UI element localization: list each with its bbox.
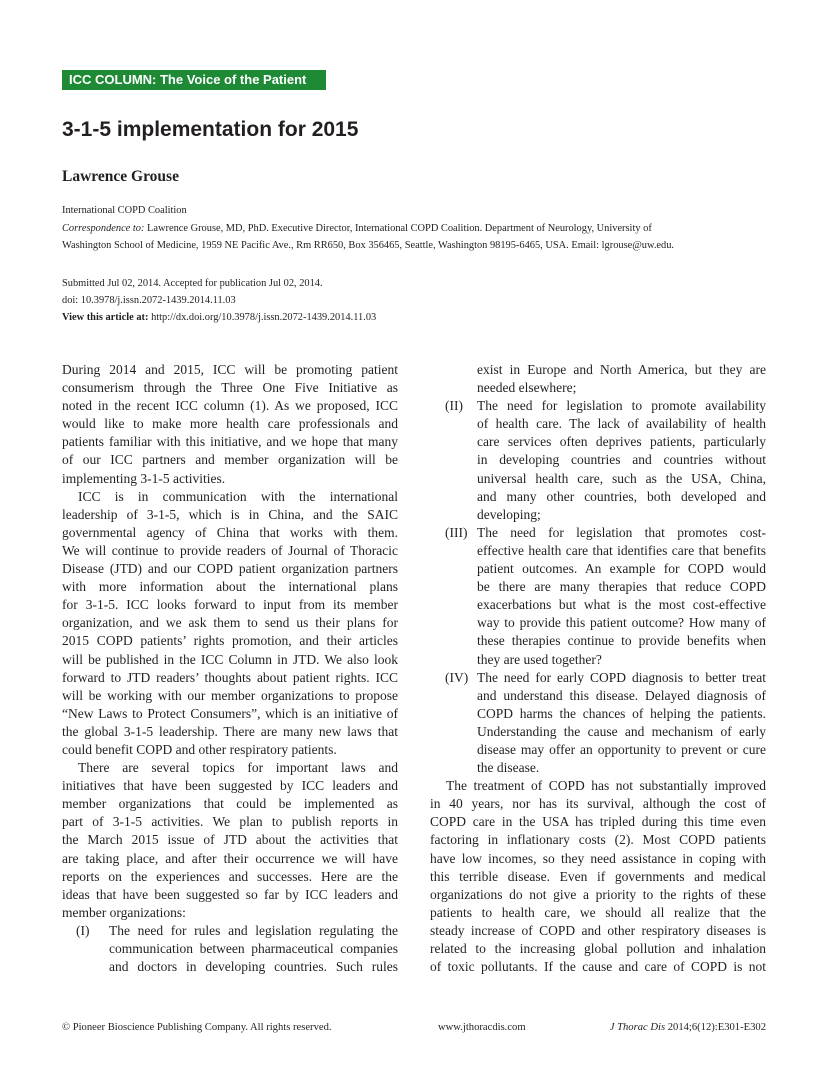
body-line: and understand this disease. Delayed diagnosis of: [477, 687, 766, 703]
body-line: ICC is in communication with the international: [78, 488, 398, 504]
list-number: (III): [445, 524, 468, 540]
body-line: the global 3-1-5 leadership. There are many new laws that: [62, 723, 398, 739]
body-line: governmental agency of China that works with them.: [62, 524, 398, 540]
body-line: of our ICC partners and member organization will be: [62, 452, 398, 468]
body-line: for 3-1-5. ICC looks forward to input from its member: [62, 597, 398, 613]
body-line: “New Laws to Protect Consumers”, which is an initiative of: [62, 705, 398, 721]
correspondence-line-1: [62, 220, 766, 237]
website-link[interactable]: www.jthoracdis.com: [438, 1022, 526, 1033]
body-line: patient outcomes. An example for COPD would: [477, 561, 766, 577]
body-line: will be working with our member organizations to propose: [62, 687, 398, 703]
citation-details: 2014;6(12):E301-E302: [665, 1022, 766, 1033]
body-line: are taking place, and after their occurrence we will have: [62, 850, 398, 866]
body-line: they are used together?: [477, 651, 602, 667]
body-line: disease may offer an opportunity to prevent or cure: [477, 741, 766, 757]
publication-info: [62, 275, 766, 326]
body-line: The need for legislation to promote availability: [477, 398, 766, 414]
body-line: 2015 COPD patients’ rights promotion, and their articles: [62, 633, 398, 649]
body-line: We will continue to provide readers of Journal of Thoracic: [62, 542, 398, 558]
body-line: member organizations that could be implemented as: [62, 796, 398, 812]
citation: [610, 1021, 766, 1035]
body-column-left: [62, 361, 398, 976]
body-line: The treatment of COPD has not substantially improved: [446, 778, 766, 794]
body-line: effective health care that identifies care that benefits: [477, 542, 766, 558]
body-column-right: [430, 361, 766, 976]
journal-name: J Thorac Dis: [609, 1022, 666, 1033]
body-line: exist in Europe and North America, but they are: [477, 362, 766, 377]
body-line: reports on the experiences and successes. Here are the: [62, 868, 398, 884]
list-number: (I): [76, 922, 90, 938]
body-line: needed elsewhere;: [477, 380, 577, 396]
body-line: During 2014 and 2015, ICC will be promoting patient: [62, 362, 398, 377]
body-line: this terrible disease. Even if governments and medical: [430, 868, 766, 884]
affiliation: [62, 202, 766, 219]
article-title: 3-1-5 implementation for 2015: [62, 118, 359, 141]
body-line: of toxic pollutants. If the cause and care of COPD is not: [430, 959, 766, 975]
correspondence-label: Correspondence to:: [62, 223, 145, 234]
body-line: patients to health care, we should all realize that the: [430, 904, 766, 920]
body-line: way to provide this patient outcome? How many of: [477, 615, 766, 631]
list-item-i: [62, 922, 398, 976]
body-line: in developing countries and countries without: [477, 452, 766, 468]
body-line: COPD care in the USA has tripled during this time even: [430, 814, 766, 830]
body-line: and doctors in developing countries. Such rules: [109, 959, 398, 975]
body-line: Disease (JTD) and our COPD patient organization partners: [62, 561, 398, 577]
body-line: in 40 years, nor has its survival, although the cost of: [430, 796, 766, 812]
body-line: and many other countries, both developed and: [477, 488, 766, 504]
author-name: Lawrence Grouse: [62, 168, 179, 185]
body-line: noted in the recent ICC column (1). As we proposed, ICC: [62, 398, 398, 414]
doi-line: doi: 10.3978/j.issn.2072-1439.2014.11.03: [62, 295, 236, 306]
body-line: The need for rules and legislation regulating the: [109, 922, 398, 938]
body-line: organization, and we ask them to send us their plans for: [62, 615, 398, 631]
correspondence-text-1: Lawrence Grouse, MD, PhD. Executive Director, International COPD Coalition. Department of Neurology, University of: [144, 223, 652, 234]
body-line: the disease.: [477, 760, 540, 776]
body-line: The need for legislation that promotes cost-: [477, 524, 766, 540]
body-line: patients familiar with this initiative, and we hope that many: [62, 434, 398, 450]
column-banner: ICC COLUMN: The Voice of the Patient: [62, 70, 326, 90]
body-line: The need for early COPD diagnosis to better treat: [477, 669, 766, 685]
body-line: would like to make more health care professionals and: [62, 416, 398, 432]
body-line: communication between pharmaceutical companies: [109, 941, 398, 956]
body-line: these therapies continue to provide benefits when: [477, 633, 766, 649]
body-line: Understanding the cause and mechanism of early: [477, 723, 766, 739]
body-line: organizations do not give a priority to the rights of these: [430, 886, 766, 902]
submitted-line: Submitted Jul 02, 2014. Accepted for publication Jul 02, 2014.: [62, 278, 323, 289]
body-line: implementing 3-1-5 activities.: [62, 470, 226, 486]
body-line: the March 2015 issue of JTD about the activities that: [62, 832, 398, 848]
correspondence-line-2: Washington School of Medicine, 1959 NE Pacific Ave., Rm RR650, Box 356465, Seattle, Washington 98195-6465, USA. Email: lgrouse@uw.edu.: [62, 240, 675, 251]
body-line: forward to JTD readers’ thoughts about patient rights. ICC: [62, 669, 398, 685]
body-line: initiatives that have been suggested by ICC leaders and: [62, 778, 398, 794]
view-article-link[interactable]: http://dx.doi.org/10.3978/j.issn.2072-1439.2014.11.03: [148, 312, 377, 323]
body-line: care services often deprives patients, particularly: [477, 434, 766, 450]
body-line: leadership of 3-1-5, which is in China, and the SAIC: [62, 506, 398, 522]
body-line: member organizations:: [62, 904, 186, 920]
body-line: exacerbations but what is the most cost-effective: [477, 597, 766, 613]
body-line: be there are many therapies that reduce COPD: [477, 579, 766, 595]
list-item-iii: [430, 524, 766, 669]
body-line: There are several topics for important laws and: [78, 760, 398, 776]
body-line: developing;: [477, 506, 541, 522]
body-line: with more information about the international plans: [62, 579, 398, 595]
body-line: ideas that have been suggested so far by ICC leaders and: [62, 886, 398, 902]
body-line: COPD harms the chances of helping the patients.: [477, 705, 766, 721]
view-article-label: View this article at:: [62, 312, 149, 323]
body-line: steady increase of COPD and other respiratory diseases is: [430, 922, 766, 938]
body-line: universal health care, such as the USA, China,: [477, 470, 766, 486]
view-article-line: [62, 309, 766, 326]
body-line: related to the increasing global pollution and inhalation: [430, 941, 766, 956]
list-number: (II): [445, 398, 463, 414]
body-line: factoring in inflationary costs (2). Most COPD patients: [430, 832, 766, 848]
correspondence: [62, 220, 766, 254]
body-line: have low incomes, so they need assistance in coping with: [430, 850, 766, 866]
affiliation-text: International COPD Coalition: [62, 205, 187, 216]
list-item-iv: [430, 669, 766, 778]
list-number: (IV): [445, 669, 469, 685]
body-line: will be published in the ICC Column in JTD. We also look: [62, 651, 398, 667]
body-line: consumerism through the Three One Five Initiative as: [62, 380, 398, 396]
body-line: of health care. The lack of availability of health: [477, 416, 766, 432]
body-line: part of 3-1-5 activities. We plan to publish reports in: [62, 814, 398, 830]
copyright: © Pioneer Bioscience Publishing Company. All rights reserved.: [62, 1022, 332, 1033]
list-item-ii: [430, 397, 766, 524]
body-line: could benefit COPD and other respiratory patients.: [62, 741, 337, 757]
